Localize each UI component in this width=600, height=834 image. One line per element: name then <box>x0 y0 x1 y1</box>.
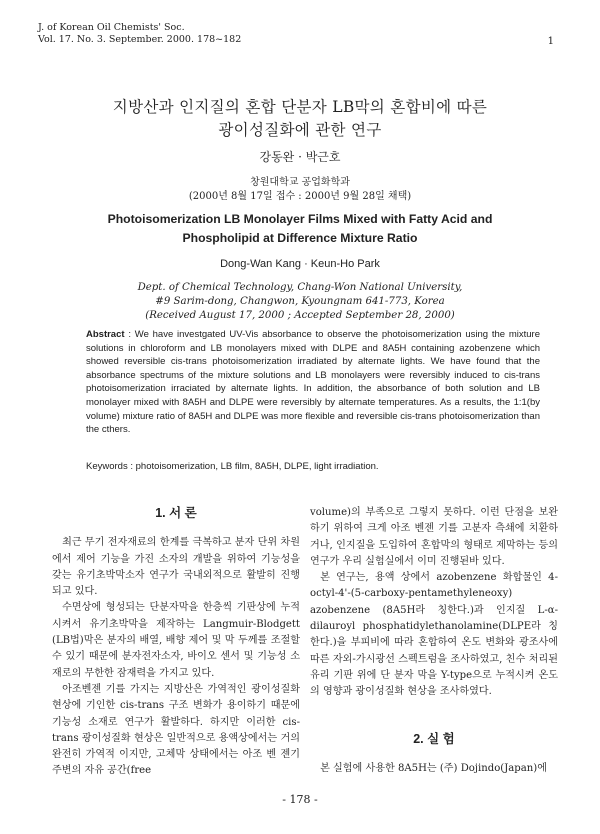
korean-title <box>0 96 600 142</box>
intro-paragraph-3: 아조벤젠 기를 가지는 지방산은 가역적인 광이성질화 현상에 기인한 cis-trans 구조 변화가 용이하기 때문에 기능성 소재로 연구가 활발하다. 하지만 이러한 cis-trans 광이성질화 현상은 일반적으로 용액상에서는 거의 완전히 가역적 이지만, 고체막 상태에서는 아조 벤 젠기 주변의 자유 공간(free <box>52 683 300 777</box>
left-column <box>52 505 300 780</box>
page-corner-number: 1 <box>547 36 554 47</box>
english-title <box>0 210 600 248</box>
english-affiliation-dates: (Received August 17, 2000 ; Accepted September 28, 2000) <box>145 310 455 321</box>
journal-citation <box>38 22 241 46</box>
intro-paragraph-1: 최근 무기 전자재료의 한계를 극복하고 분자 단위 차원에서 제어 기능을 가진 소자의 개발을 위하여 기능성을 갖는 유기초박막소자 연구가 국내외적으로 활발히 진행되고 있다. <box>52 537 300 598</box>
right-column <box>310 505 558 777</box>
korean-title-line2: 광이성질화에 관한 연구 <box>218 121 382 139</box>
journal-volume: Vol. 17. No. 3. September. 2000. 178~182 <box>38 34 242 45</box>
intro-paragraph-4: 본 연구는, 용액 상에서 azobenzene 화합물인 4-octyl-4'-(5-carboxy-pentamethyleneoxy) azobenzene (8A5H라 칭한다.)과 인지질 L-α-dilauroyl phosphatidylethanolamine(DLPE라 칭한다.)을 부피비에 따라 혼합하여 온도 변화와 광조사에 따른 자외-가시광선 스펙트럼을 조사하였고, 친수 처리된 유리 기판 위에 단 분자 막을 Y-type으로 누적시켜 온도의 영향과 광이성질화 현상을 조사하였다. <box>310 572 558 698</box>
korean-authors: 강동완 · 박근호 <box>259 150 341 164</box>
journal-name: J. of Korean Oil Chemists' Soc. <box>38 22 185 33</box>
english-authors: Dong-Wan Kang · Keun-Ho Park <box>220 258 380 270</box>
english-affiliation <box>0 281 600 323</box>
section-2-title: 2. 실 험 <box>413 731 455 746</box>
intro-paragraph-2: 수면상에 형성되는 단분자막을 한층씩 기판상에 누적시켜서 유기초박막을 제작하는 Langmuir-Blodgett (LB법)막은 분자의 배열, 배향 제어 및 막 두께를 조절할 수 있기 때문에 분자전자소자, 바이오 센서 및 기능성 소재로의 무한한 잠재력을 가지고 있다. <box>52 602 300 679</box>
english-affiliation-dept: Dept. of Chemical Technology, Chang-Won National University, <box>137 282 463 293</box>
english-title-line1: Photoisomerization LB Monolayer Films Mixed with Fatty Acid and <box>107 212 493 226</box>
abstract-label: Abstract <box>86 329 125 340</box>
korean-affiliation <box>0 176 600 204</box>
experiment-paragraph-1: 본 실험에 사용한 8A5H는 (주) Dojindo(Japan)에 <box>320 762 547 774</box>
abstract <box>86 328 540 437</box>
english-affiliation-address: #9 Sarim-dong, Changwon, Kyoungnam 641-773, Korea <box>155 296 445 307</box>
korean-title-line1: 지방산과 인지질의 혼합 단분자 LB막의 혼합비에 따른 <box>112 98 488 116</box>
footer-page-number: - 178 - <box>282 793 318 806</box>
english-title-line2: Phospholipid at Difference Mixture Ratio <box>182 231 418 245</box>
keywords: Keywords : photoisomerization, LB film, 8A5H, DLPE, light irradiation. <box>86 461 379 472</box>
section-1-title: 1. 서 론 <box>155 506 197 520</box>
intro-paragraph-continued: volume)의 부족으로 그렇지 못하다. 이런 단점을 보완하기 위하여 크게 아조 벤젠 기를 고분자 측쇄에 치환하거나, 인지질을 도입하여 혼합막의 형태로 제막하는 등의 연구가 우리 실험실에서 이미 진행된바 있다. <box>310 507 558 567</box>
abstract-text: : We have investgated UV-Vis absorbance to observe the photoisomerization using the mixture solutions in chloroform and LB monolayers mixed with DLPE and 8A5H containing azobenzene which showed reversible cis-trans photoisomerization irradiated by alternate lights. We have found that the absorbance spectrums of the mixture solutions and LB monolayers were reversibly induced to cis-trans photoisomerization irraciated by alternate lights. In addition, the absorbance of both solution and LB monolayer mixed with 8A5H and DLPE were reversibly by alternate temperatures. As a results, the 1:1(by volume) mixture ratio of 8A5H and DLPE was more flexible and reversible cis-trans photoisomerization than the cthers. <box>86 329 540 436</box>
korean-affiliation-dates: (2000년 8월 17일 접수 : 2000년 9월 28일 채택) <box>188 191 412 202</box>
korean-affiliation-dept: 창원대학교 공업화학과 <box>250 177 350 188</box>
